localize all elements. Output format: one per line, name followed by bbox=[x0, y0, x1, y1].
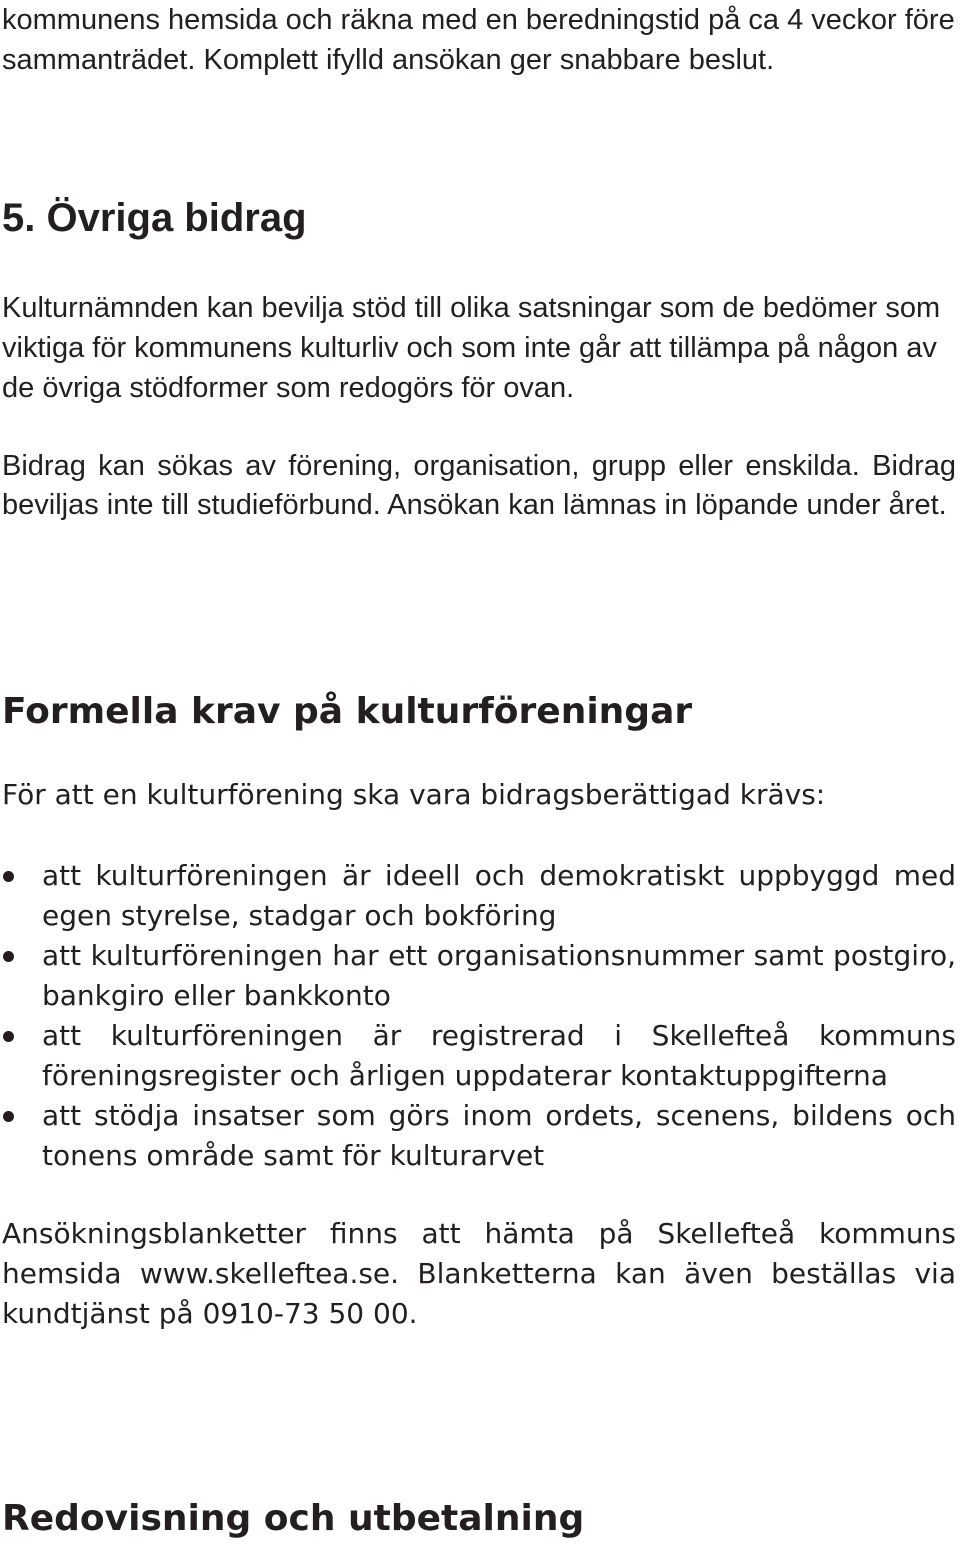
requirement-item bbox=[0, 1096, 956, 1176]
bullet-icon bbox=[3, 871, 14, 882]
requirements-list bbox=[0, 856, 956, 1176]
reporting-payment-heading: Redovisning och utbetalning bbox=[2, 1498, 585, 1539]
section-5-paragraph-2: Bidrag kan sökas av förening, organisation, grupp eller enskilda. Bidrag beviljas inte till studieförbund. Ansökan kan lämnas in löpande under året. bbox=[2, 450, 956, 521]
application-forms-paragraph: Ansökningsblanketter finns att hämta på Skellefteå kommuns hemsida www.skelleftea.se. Blanketterna kan även beställas via kundtjänst på 0910-73 50 00. bbox=[2, 1217, 956, 1330]
requirement-item bbox=[0, 936, 956, 1016]
requirement-item bbox=[0, 1016, 956, 1096]
requirement-text: att stödja insatser som görs inom ordets, scenens, bildens och tonens område samt för kulturarvet bbox=[42, 1099, 956, 1172]
bullet-icon bbox=[3, 951, 14, 962]
bullet-icon bbox=[3, 1031, 14, 1042]
requirement-text: att kulturföreningen är registrerad i Skellefteå kommuns föreningsregister och årligen uppdaterar kontaktuppgifterna bbox=[42, 1019, 956, 1092]
requirement-text: att kulturföreningen är ideell och demokratiskt uppbyggd med egen styrelse, stadgar och bokföring bbox=[42, 859, 956, 932]
section-5-paragraph-1: Kulturnämnden kan bevilja stöd till olika satsningar som de bedömer som viktiga för kommunens kulturliv och som inte går att tillämpa på någon av de övriga stödformer som redogörs för ovan. bbox=[2, 292, 941, 404]
formal-requirements-heading: Formella krav på kulturföreningar bbox=[2, 691, 693, 732]
intro-paragraph: kommunens hemsida och räkna med en beredningstid på ca 4 veckor före sammanträdet. Komplett ifylld ansökan ger snabbare beslut. bbox=[2, 4, 955, 76]
requirement-item bbox=[0, 856, 956, 936]
section-5-heading: 5. Övriga bidrag bbox=[2, 196, 307, 240]
bullet-icon bbox=[3, 1111, 14, 1122]
formal-requirements-intro: För att en kulturförening ska vara bidragsberättigad krävs: bbox=[2, 778, 826, 811]
requirement-text: att kulturföreningen har ett organisationsnummer samt postgiro, bankgiro eller bankkonto bbox=[42, 939, 956, 1012]
